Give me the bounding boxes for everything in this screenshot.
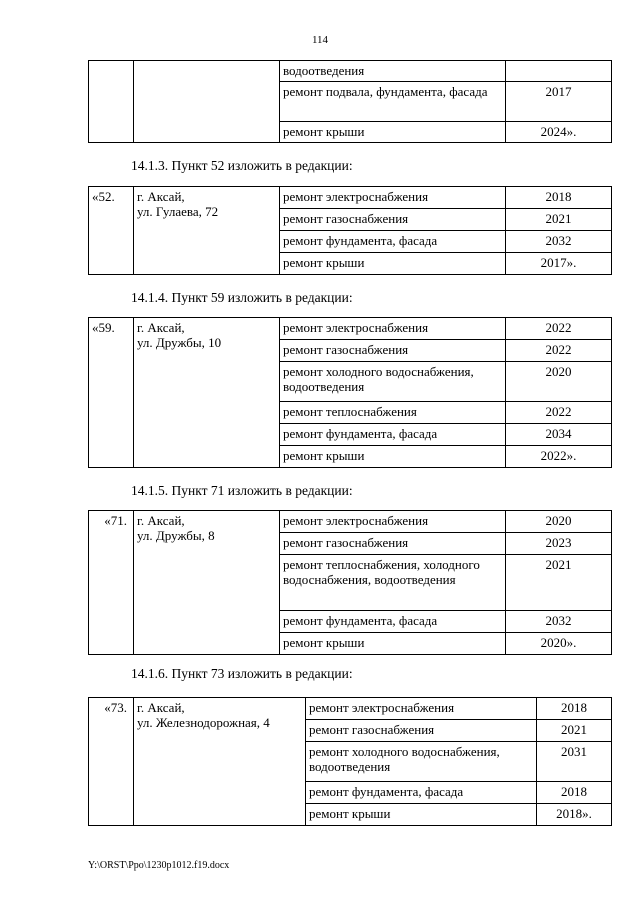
address-city: г. Аксай, [137,700,185,715]
year-cell: 2021 [537,720,612,742]
num-cell: «59. [89,318,134,468]
table-row [89,318,612,340]
work-cell: ремонт газоснабжения [280,533,506,555]
table-row [89,187,612,209]
year-cell: 2018». [537,804,612,826]
work-cell: ремонт газоснабжения [280,340,506,362]
num-cell: «73. [89,698,134,826]
work-cell: ремонт электроснабжения [280,511,506,533]
work-cell: ремонт теплоснабжения, холодного водоснабжения, водоотведения [280,555,506,611]
address-street: ул. Железнодорожная, 4 [137,715,270,730]
work-cell: ремонт электроснабжения [280,187,506,209]
work-cell: ремонт электроснабжения [280,318,506,340]
footer-file-path: Y:\ORST\Ppo\1230p1012.f19.docx [88,860,230,871]
num-cell: «52. [89,187,134,275]
year-cell: 2022 [506,402,612,424]
work-cell: ремонт крыши [306,804,537,826]
year-cell: 2034 [506,424,612,446]
work-cell: ремонт фундамента, фасада [306,782,537,804]
year-cell: 2022 [506,318,612,340]
address-cell [134,187,280,275]
work-cell: ремонт подвала, фундамента, фасада [280,82,506,122]
table-item-59 [88,317,612,468]
section-heading: 14.1.5. Пункт 71 изложить в редакции: [131,483,353,498]
work-cell: ремонт теплоснабжения [280,402,506,424]
table-item-71 [88,510,612,655]
work-cell: ремонт крыши [280,446,506,468]
year-cell: 2032 [506,231,612,253]
table-continuation [88,60,612,143]
year-cell: 2018 [506,187,612,209]
year-cell: 2017». [506,253,612,275]
num-cell [89,61,134,143]
address-city: г. Аксай, [137,189,185,204]
table-item-73 [88,697,612,826]
work-cell: ремонт холодного водоснабжения, водоотведения [306,742,537,782]
year-cell: 2020 [506,362,612,402]
year-cell: 2018 [537,698,612,720]
work-cell: ремонт крыши [280,122,506,143]
work-cell: ремонт газоснабжения [306,720,537,742]
address-cell [134,318,280,468]
address-street: ул. Гулаева, 72 [137,204,219,219]
address-cell [134,698,306,826]
year-cell: 2021 [506,209,612,231]
year-cell: 2021 [506,555,612,611]
year-cell: 2018 [537,782,612,804]
table-row [89,61,612,82]
num-cell: «71. [89,511,134,655]
work-cell: ремонт крыши [280,633,506,655]
page-number: 114 [311,34,329,46]
table-item-52 [88,186,612,275]
year-cell: 2024». [506,122,612,143]
work-cell: ремонт крыши [280,253,506,275]
year-cell: 2022 [506,340,612,362]
work-cell: ремонт фундамента, фасада [280,424,506,446]
address-city: г. Аксай, [137,320,185,335]
work-cell: ремонт фундамента, фасада [280,231,506,253]
year-cell: 2022». [506,446,612,468]
section-heading: 14.1.3. Пункт 52 изложить в редакции: [131,158,353,173]
year-cell: 2032 [506,611,612,633]
section-heading: 14.1.4. Пункт 59 изложить в редакции: [131,290,353,305]
table-row [89,698,612,720]
work-cell: ремонт холодного водоснабжения, водоотведения [280,362,506,402]
work-cell: ремонт газоснабжения [280,209,506,231]
address-city: г. Аксай, [137,513,185,528]
year-cell: 2017 [506,82,612,122]
year-cell [506,61,612,82]
section-heading: 14.1.6. Пункт 73 изложить в редакции: [131,666,353,681]
year-cell: 2023 [506,533,612,555]
address-cell [134,511,280,655]
year-cell: 2020». [506,633,612,655]
table-row [89,511,612,533]
work-cell: ремонт электроснабжения [306,698,537,720]
address-cell [134,61,280,143]
year-cell: 2020 [506,511,612,533]
address-street: ул. Дружбы, 10 [137,335,222,350]
year-cell: 2031 [537,742,612,782]
work-cell: ремонт фундамента, фасада [280,611,506,633]
work-cell: водоотведения [280,61,506,82]
address-street: ул. Дружбы, 8 [137,528,215,543]
